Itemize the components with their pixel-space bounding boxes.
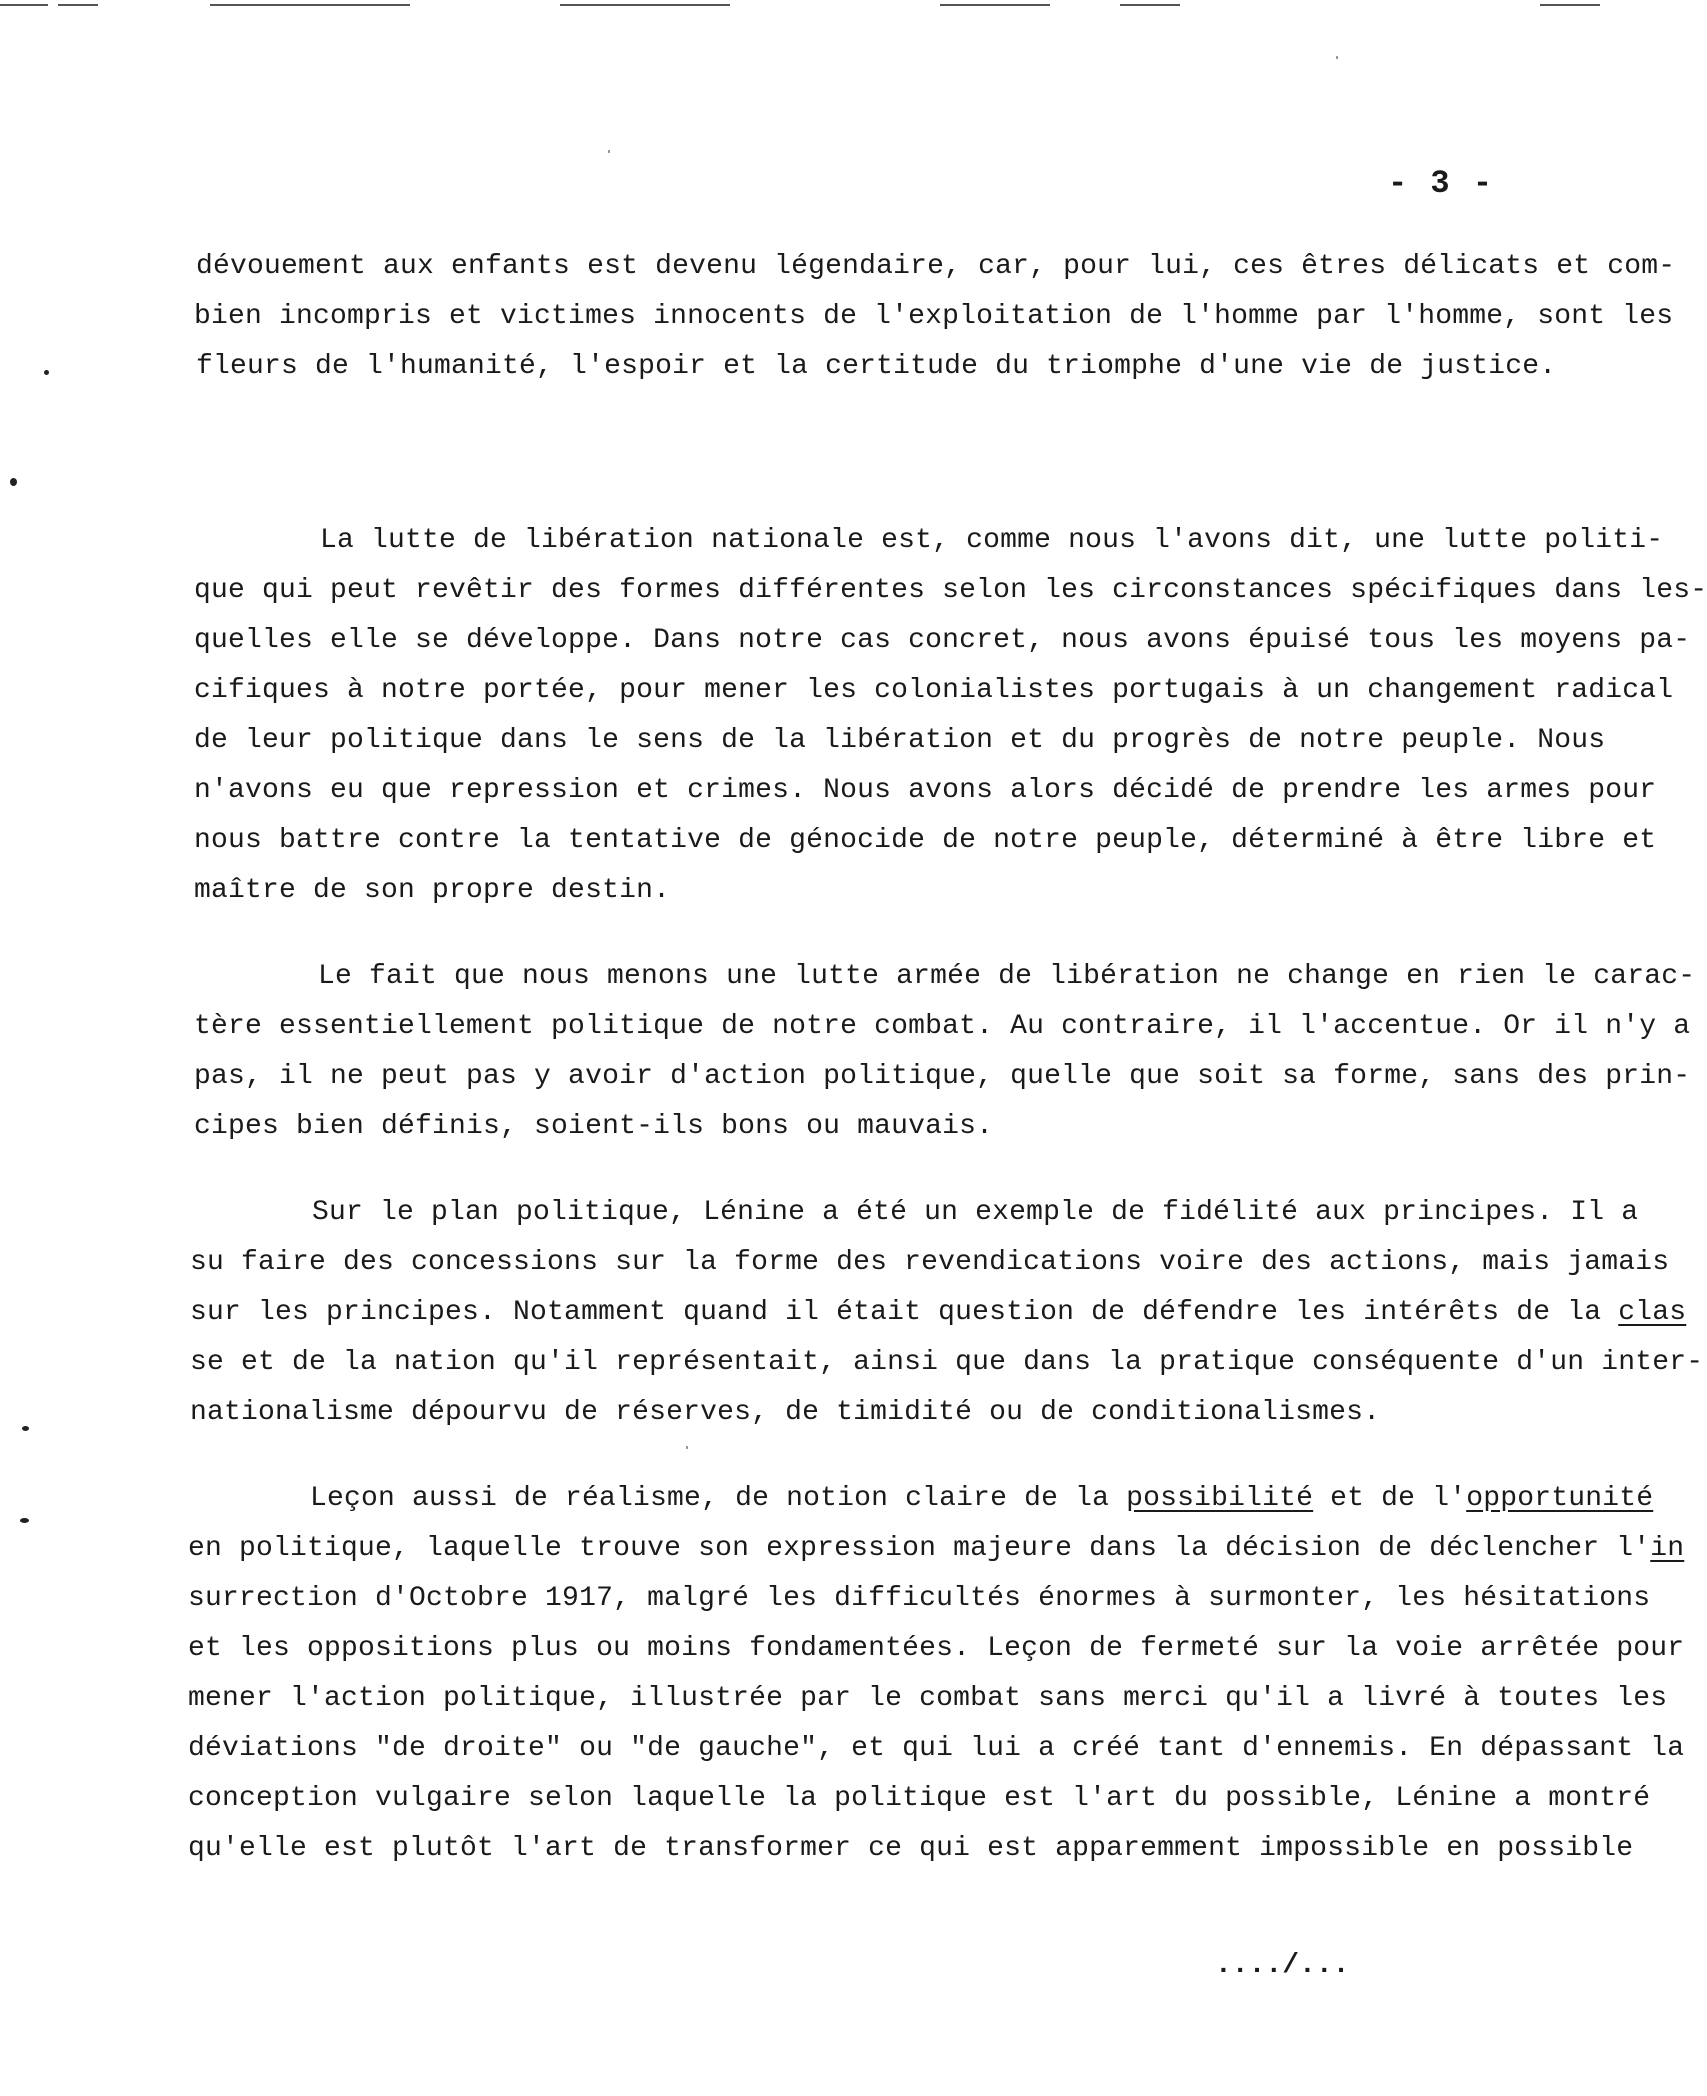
scan-top-edge xyxy=(0,0,1616,14)
paragraph-2-line-8: maître de son propre destin. xyxy=(194,875,671,906)
paragraph-2-line-1: La lutte de libération nationale est, comme nous l'avons dit, une lutte politi- xyxy=(320,525,1664,556)
paragraph-5-line-4: et les oppositions plus ou moins fondamentées. Leçon de fermeté sur la voie arrêtée pour xyxy=(188,1633,1685,1664)
scan-speck xyxy=(608,150,610,153)
paragraph-3-line-4: cipes bien définis, soient-ils bons ou mauvais. xyxy=(194,1111,994,1142)
scan-speck xyxy=(1336,56,1338,59)
scan-speck xyxy=(44,370,49,375)
paragraph-2-line-6: n'avons eu que repression et crimes. Nous avons alors décidé de prendre les armes pour xyxy=(194,775,1657,806)
paragraph-3-line-3: pas, il ne peut pas y avoir d'action politique, quelle que soit sa forme, sans des prin- xyxy=(194,1061,1691,1092)
scan-speck xyxy=(686,1446,688,1449)
paragraph-1-line-2: bien incompris et victimes innocents de l'exploitation de l'homme par l'homme, sont les xyxy=(194,301,1674,332)
paragraph-2-line-2: que qui peut revêtir des formes différentes selon les circonstances spécifiques dans les- xyxy=(194,575,1707,606)
paragraph-4-line-4: se et de la nation qu'il représentait, ainsi que dans la pratique conséquente d'un inter- xyxy=(190,1347,1704,1378)
scan-speck xyxy=(10,478,17,486)
paragraph-2-line-7: nous battre contre la tentative de génocide de notre peuple, déterminé à être libre et xyxy=(194,825,1657,856)
paragraph-5-line-5: mener l'action politique, illustrée par le combat sans merci qu'il a livré à toutes les xyxy=(188,1683,1668,1714)
paragraph-5-line-3: surrection d'Octobre 1917, malgré les difficultés énormes à surmonter, les hésitations xyxy=(188,1583,1651,1614)
paragraph-1-line-1: dévouement aux enfants est devenu légendaire, car, pour lui, ces êtres délicats et com- xyxy=(196,251,1676,282)
paragraph-3-line-2: tère essentiellement politique de notre combat. Au contraire, il l'accentue. Or il n'y a xyxy=(194,1011,1691,1042)
paragraph-1-line-3: fleurs de l'humanité, l'espoir et la certitude du triomphe d'une vie de justice. xyxy=(196,351,1557,382)
paragraph-5-line-2: en politique, laquelle trouve son expression majeure dans la décision de déclencher l'in xyxy=(188,1533,1685,1564)
paragraph-4-line-1: Sur le plan politique, Lénine a été un exemple de fidélité aux principes. Il a xyxy=(312,1197,1639,1228)
paragraph-5-line-1: Leçon aussi de réalisme, de notion claire de la possibilité et de l'opportunité xyxy=(310,1483,1654,1514)
paragraph-5-line-7: conception vulgaire selon laquelle la politique est l'art du possible, Lénine a montré xyxy=(188,1783,1651,1814)
continuation-mark: ..../... xyxy=(1215,1950,1350,1981)
paragraph-4-line-3: sur les principes. Notamment quand il était question de défendre les intérêts de la clas xyxy=(190,1297,1687,1328)
paragraph-2-line-3: quelles elle se développe. Dans notre cas concret, nous avons épuisé tous les moyens pa- xyxy=(194,625,1691,656)
paragraph-3-line-1: Le fait que nous menons une lutte armée de libération ne change en rien le carac- xyxy=(318,961,1696,992)
paragraph-4-line-5: nationalisme dépourvu de réserves, de timidité ou de conditionalismes. xyxy=(190,1397,1381,1428)
page-number: - 3 - xyxy=(1388,165,1495,202)
paragraph-2-line-4: cifiques à notre portée, pour mener les colonialistes portugais à un changement radical xyxy=(194,675,1674,706)
scan-speck xyxy=(22,1426,29,1431)
paragraph-5-line-6: déviations "de droite" ou "de gauche", et qui lui a créé tant d'ennemis. En dépassant la xyxy=(188,1733,1685,1764)
paragraph-2-line-5: de leur politique dans le sens de la libération et du progrès de notre peuple. Nous xyxy=(194,725,1606,756)
paragraph-4-line-2: su faire des concessions sur la forme des revendications voire des actions, mais jamais xyxy=(190,1247,1670,1278)
paragraph-5-line-8: qu'elle est plutôt l'art de transformer ce qui est apparemment impossible en possible xyxy=(188,1833,1634,1864)
scan-speck xyxy=(20,1518,29,1523)
